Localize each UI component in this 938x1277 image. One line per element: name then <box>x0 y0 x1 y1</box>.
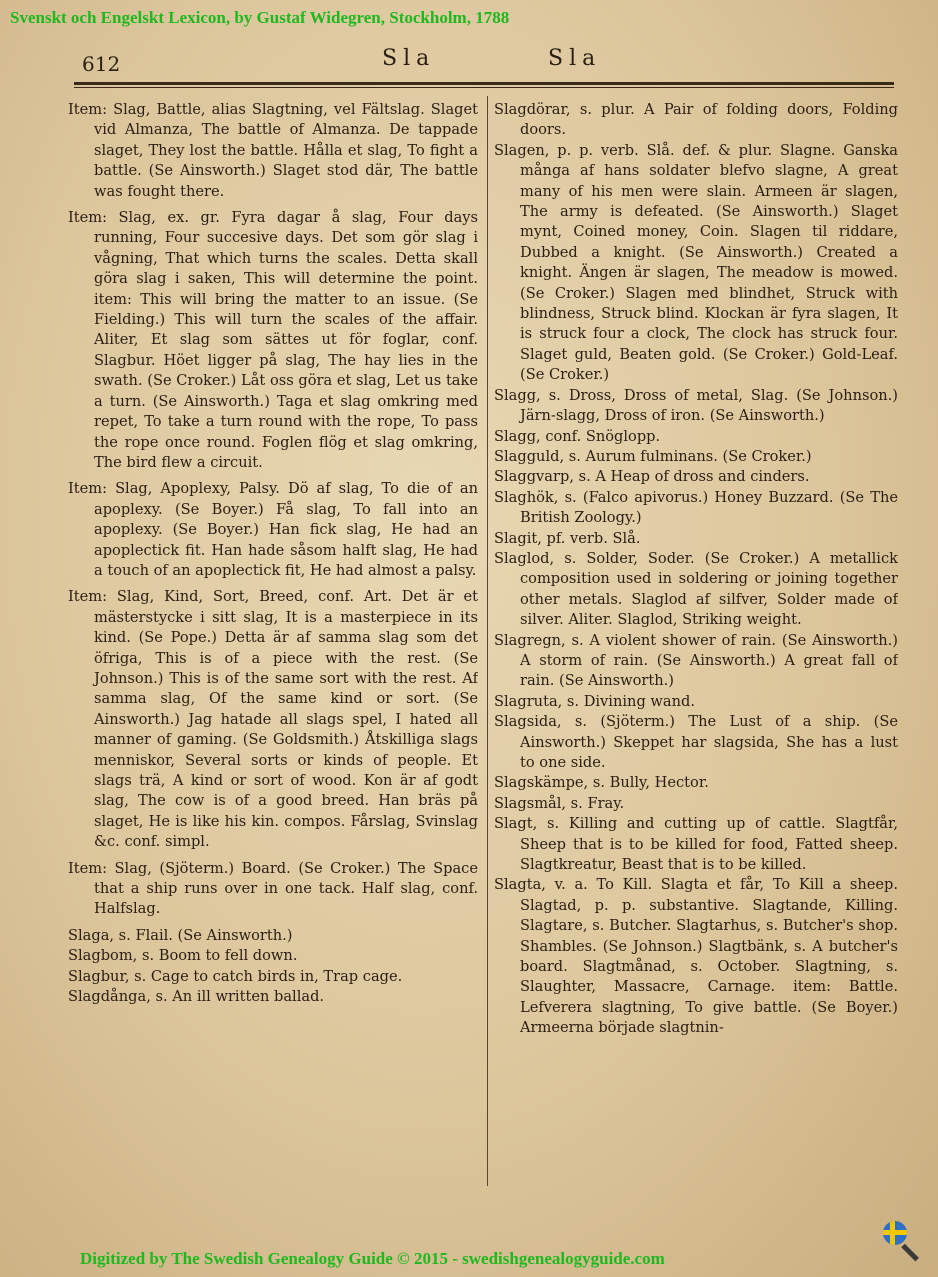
left-column <box>68 100 478 1240</box>
entry-slagbur: Slagbur, s. Cage to catch birds in, Trap cage. <box>68 967 403 985</box>
magnifier-icon <box>901 1244 919 1262</box>
entry-slag-apoplexy: Item: Slag, Apoplexy, Palsy. Dö af slag, To die of an apoplexy. (Se Boyer.) Få slag, To fall into an apoplexy. (Se Boyer.) Han fick slag, He had an apoplectick fit. Han hade såsom halft slag, He had a touch of an apoplectick fit, He had almost a palsy. <box>68 480 478 579</box>
entry-slagruta: Slagruta, s. Divining wand. <box>494 692 695 710</box>
entry-slagguld: Slagguld, s. Aurum fulminans. (Se Croker.) <box>494 447 812 465</box>
header-rule-thin <box>74 87 894 88</box>
entry-slagskampe: Slagskämpe, s. Bully, Hector. <box>494 774 709 792</box>
entry-slagdorar: Slagdörar, s. plur. A Pair of folding doors, Folding doors. <box>494 101 898 139</box>
running-headword-right: Sla <box>548 46 602 71</box>
entry-slagregn: Slagregn, s. A violent shower of rain. (Se Ainsworth.) A storm of rain. (Se Ainsworth.) A great fall of rain. (Se Ainsworth.) <box>494 631 898 690</box>
entry-slag-board: Item: Slag, (Sjöterm.) Board. (Se Croker.) The Space that a ship runs over in one tack. Half slag, conf. Halfslag. <box>68 859 478 918</box>
entry-slagg-conf: Slagg, conf. Snöglopp. <box>494 427 661 445</box>
entry-slaghok: Slaghök, s. (Falco apivorus.) Honey Buzzard. (Se The British Zoology.) <box>494 488 898 527</box>
entry-slagta: Slagta, v. a. To Kill. Slagta et får, To Kill a sheep. Slagtad, p. p. substantive. Slagtande, Killing. Slagtare, s. Butcher. Slagtarhus, s. Butcher's shop. Shambles. (Se Johnson.) Slagtbänk, s. A butcher's board. Slagtmånad, s. October. Slagtning, s. Slaughter, Massacre, Carnage. item: Battle. Lefverera slagtning, To give battle. (Se Boyer.) Armeerna började slagtnin- <box>494 876 898 1037</box>
entry-slag-kind: Item: Slag, Kind, Sort, Breed, conf. Art. Det är et mästerstycke i sitt slag, It is a masterpiece in its kind. (Se Pope.) Detta är af samma slag som det öfriga, This is of a piece with the rest. (Se Johnson.) This is of the same sort with the rest. Af samma slag, Of the same kind or sort. (Se Ainsworth.) Jag hatade all slags spel, I hated all manner of gaming. (Se Goldsmith.) Åtskilliga slags menniskor, Several sorts or kinds of people. Et slags trä, A kind or sort of wood. Kon är af godt slag, The cow is of a good breed. Han bräs på slaget, He is like his kin. compos. Fårslag, Svinslag &c. conf. simpl. <box>68 588 478 851</box>
entry-slaglod: Slaglod, s. Solder, Soder. (Se Croker.) A metallick composition used in soldering or joining together other metals. Slaglod af silfver, Solder made of silver. Aliter. Slaglod, Striking weight. <box>494 549 898 629</box>
entry-slagt: Slagt, s. Killing and cutting up of cattle. Slagtfår, Sheep that is to be killed for food, Fatted sheep. Slagtkreatur, Beast that is to be killed. <box>494 815 898 874</box>
credit-banner: Digitized by The Swedish Genealogy Guide © 2015 - swedishgenealogyguide.com <box>80 1249 665 1268</box>
entry-slagit: Slagit, pf. verb. Slå. <box>494 529 641 547</box>
running-headword-left: Sla <box>382 46 436 71</box>
entry-slaga: Slaga, s. Flail. (Se Ainsworth.) <box>68 926 293 944</box>
swedish-flag-icon <box>883 1221 907 1245</box>
entry-slaggvarp: Slaggvarp, s. A Heap of dross and cinders. <box>494 468 810 486</box>
source-banner: Svenskt och Engelskt Lexicon, by Gustaf Widegren, Stockholm, 1788 <box>10 8 510 27</box>
entry-slagdanga: Slagdånga, s. An ill written ballad. <box>68 988 325 1006</box>
right-column <box>494 100 898 1200</box>
page-number: 612 <box>82 52 121 76</box>
entry-slagg: Slagg, s. Dross, Dross of metal, Slag. (Se Johnson.) Järn-slagg, Dross of iron. (Se Ainsworth.) <box>494 386 898 425</box>
column-divider <box>487 96 488 1186</box>
header-rule <box>74 82 894 85</box>
entry-slagsida: Slagsida, s. (Sjöterm.) The Lust of a ship. (Se Ainsworth.) Skeppet har slagsida, She has a lust to one side. <box>494 713 898 771</box>
entry-slagen: Slagen, p. p. verb. Slå. def. & plur. Slagne. Ganska många af hans soldater blefvo slagne, A great many of his men were slain. Armeen är slagen, The army is defeated. (Se Ainsworth.) Slaget mynt, Coined money, Coin. Slagen til riddare, Dubbed a knight. (Se Ainsworth.) Created a knight. Ängen är slagen, The meadow is mowed. (Se Croker.) Slagen med blindhet, Struck with blindness, Struck blind. Klockan är fyra slagen, It is struck four a clock, The clock has struck four. Slaget guld, Beaten gold. (Se Croker.) Gold-Leaf. (Se Croker.) <box>494 141 898 384</box>
entry-slag-turn: Item: Slag, ex. gr. Fyra dagar å slag, Four days running, Four succesive days. Det som gör slag i vågning, That which turns the scales. Detta skall göra slag i saken, This will determine the point. item: This will bring the matter to an issue. (Se Fielding.) This will turn the scales of the affair. Aliter, Et slag som sättes ut för foglar, conf. Slagbur. Höet ligger på slag, The hay lies in the swath. (Se Croker.) Låt oss göra et slag, Let us take a turn. (Se Ainsworth.) Taga et slag omkring med repet, To take a turn round with the rope, To pass the rope once round. Foglen flög et slag omkring, The bird flew a circuit. <box>68 209 478 471</box>
entry-slagsmal: Slagsmål, s. Fray. <box>494 794 625 812</box>
entry-slagbom: Slagbom, s. Boom to fell down. <box>68 947 298 965</box>
entry-slag-battle: Item: Slag, Battle, alias Slagtning, vel Fältslag. Slaget vid Almanza, The battle of Almanza. De tappade slaget, They lost the battle. Hålla et slag, To fight a battle. (Se Ainsworth.) Slaget stod där, The battle was fought there. <box>68 101 478 200</box>
